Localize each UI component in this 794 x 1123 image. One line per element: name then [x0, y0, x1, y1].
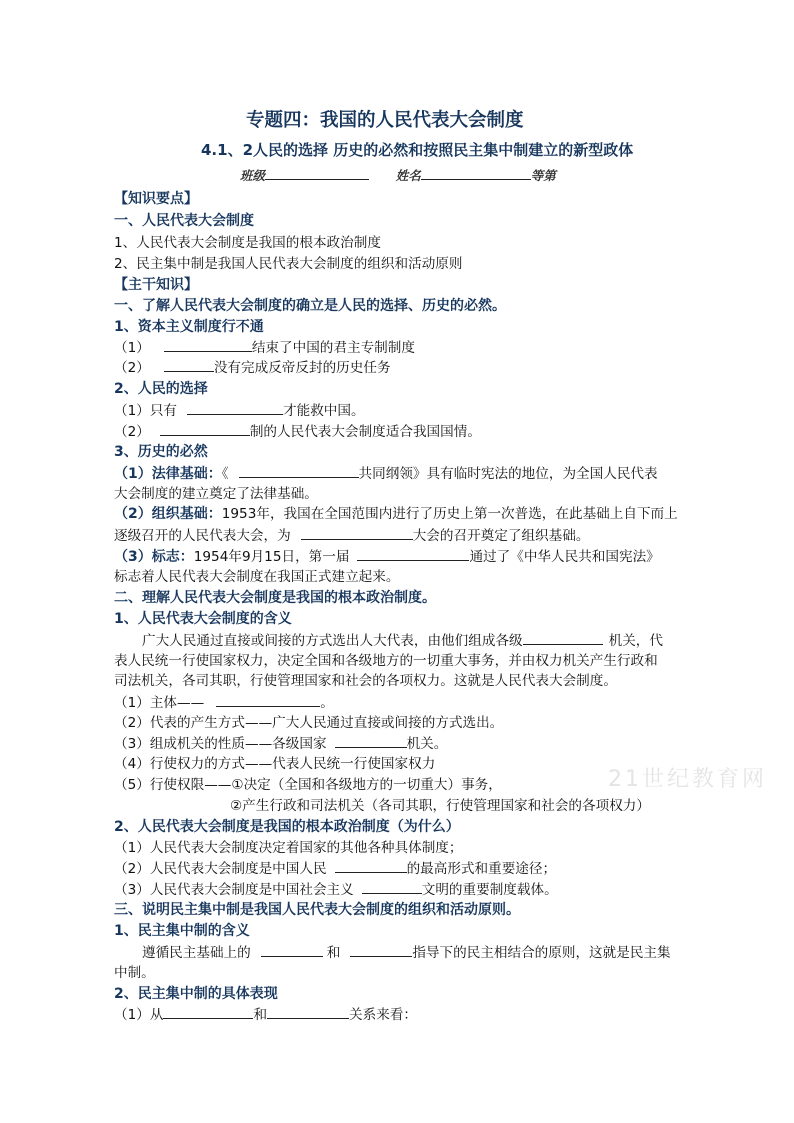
page-title: 专题四：我国的人民代表大会制度	[246, 110, 524, 131]
k1-heading: 一、人民代表大会制度	[114, 213, 254, 229]
fill-blank[interactable]	[164, 358, 214, 372]
m1-s3-mark: （3）标志：1954年9月15日，第一届 通过了《中华人民共和国宪法》	[114, 549, 660, 565]
m1-s3-org-cont: 逐级召开的人民代表大会，为 大会的召开奠定了组织基础。	[114, 528, 590, 544]
m2-para-line-1: 广大人民通过直接或间接的方式选出人大代表，由他们组成各级 机关，代	[142, 633, 663, 649]
m2-why-2: （2）人民代表大会制度是中国人民 的最高形式和重要途径；	[114, 861, 557, 877]
name-blank	[421, 166, 531, 180]
m3-heading: 三、说明民主集中制是我国人民代表大会制度的组织和活动原则。	[114, 902, 520, 918]
m1-s1-item-2: （2） 没有完成反帝反封的历史任务	[114, 360, 391, 376]
m2-item-1: （1）主体—— 。	[114, 695, 334, 711]
fill-blank[interactable]	[335, 859, 407, 873]
m2-sub-2: 2、人民代表大会制度是我国的根本政治制度（为什么）	[114, 819, 460, 835]
m1-sub-2: 2、人民的选择	[114, 381, 208, 397]
m1-s3-legal-cont: 大会制度的建立奠定了法律基础。	[114, 486, 318, 502]
k1-point-2: 2、民主集中制是我国人民代表大会制度的组织和活动原则	[114, 256, 463, 272]
student-info-line	[240, 166, 556, 184]
m2-item-2: （2）代表的产生方式——广大人民通过直接或间接的方式选出。	[114, 715, 504, 731]
fill-blank[interactable]	[163, 1005, 253, 1019]
m2-item-5: （5）行使权限——①决定（全国和各级地方的一切重大）事务，	[114, 777, 502, 793]
m1-s3-legal: （1）法律基础：《 共同纲领》具有临时宪法的地位，为全国人民代表	[114, 466, 658, 482]
fill-blank[interactable]	[357, 547, 469, 561]
section-main-knowledge: 【主干知识】	[114, 277, 198, 293]
section-knowledge-points: 【知识要点】	[114, 191, 198, 207]
fill-blank[interactable]	[239, 464, 359, 478]
page-subtitle: 4.1、2人民的选择 历史的必然和按照民主集中制建立的新型政体	[201, 141, 634, 159]
m1-heading: 一、了解人民代表大会制度的确立是人民的选择、历史的必然。	[114, 298, 506, 314]
m1-s2-item-2: （2） 制的人民代表大会制度适合我国国情。	[114, 424, 481, 440]
fill-blank[interactable]	[216, 693, 320, 707]
m1-sub-3: 3、历史的必然	[114, 444, 208, 460]
name-label: 姓名	[395, 168, 421, 183]
fill-blank[interactable]	[187, 401, 283, 415]
fill-blank[interactable]	[160, 422, 250, 436]
fill-blank[interactable]	[523, 631, 603, 645]
m1-s1-item-1: （1） 结束了中国的君主专制制度	[114, 340, 415, 356]
m3-para-line-1: 遵循民主基础上的 和 指导下的民主相结合的原则，这就是民主集	[142, 945, 671, 961]
m1-s3-mark-cont: 标志着人民代表大会制度在我国正式建立起来。	[114, 569, 400, 585]
class-blank	[265, 166, 369, 180]
m2-para-line-3: 司法机关，各司其职，行使管理国家和社会的各项权力。这就是人民代表大会制度。	[114, 673, 617, 689]
m2-item-4: （4）行使权力的方式——代表人民统一行使国家权力	[114, 756, 436, 772]
m3-sub-2: 2、民主集中制的具体表现	[114, 986, 278, 1002]
m1-s3-org: （2）组织基础：1953年，我国在全国范围内进行了历史上第一次普选，在此基础上自下而上	[114, 506, 678, 522]
fill-blank[interactable]	[267, 1005, 349, 1019]
m3-para-line-2: 中制。	[114, 965, 155, 981]
class-label: 班级	[240, 168, 266, 183]
m2-item-3: （3）组成机关的性质——各级国家 机关。	[114, 736, 448, 752]
fill-blank[interactable]	[301, 526, 413, 540]
m1-sub-1: 1、资本主义制度行不通	[114, 319, 264, 335]
watermark: 21世纪教育网	[608, 767, 767, 792]
fill-blank[interactable]	[335, 734, 407, 748]
fill-blank[interactable]	[261, 943, 323, 957]
m3-sub-1: 1、民主集中制的含义	[114, 923, 250, 939]
m2-sub-1: 1、人民代表大会制度的含义	[114, 611, 292, 627]
m3-item-1: （1）从 和 关系来看：	[114, 1007, 417, 1023]
m2-para-line-2: 表人民统一行使国家权力，决定全国和各级地方的一切重大事务，并由权力机关产生行政和	[114, 653, 658, 669]
m1-s2-item-1: （1）只有 才能救中国。	[114, 403, 365, 419]
m2-why-1: （1）人民代表大会制度决定着国家的其他各种具体制度；	[114, 840, 463, 856]
fill-blank[interactable]	[362, 880, 422, 894]
fill-blank[interactable]	[164, 338, 252, 352]
k1-point-1: 1、人民代表大会制度是我国的根本政治制度	[114, 235, 381, 251]
m2-heading: 二、理解人民代表大会制度是我国的根本政治制度。	[114, 590, 436, 606]
m2-item-5b: ②产生行政和司法机关（各司其职，行使管理国家和社会的各项权力）	[230, 798, 650, 814]
m2-why-3: （3）人民代表大会制度是中国社会主义 文明的重要制度载体。	[114, 882, 558, 898]
fill-blank[interactable]	[350, 943, 412, 957]
grade-label: 等第	[530, 168, 556, 183]
